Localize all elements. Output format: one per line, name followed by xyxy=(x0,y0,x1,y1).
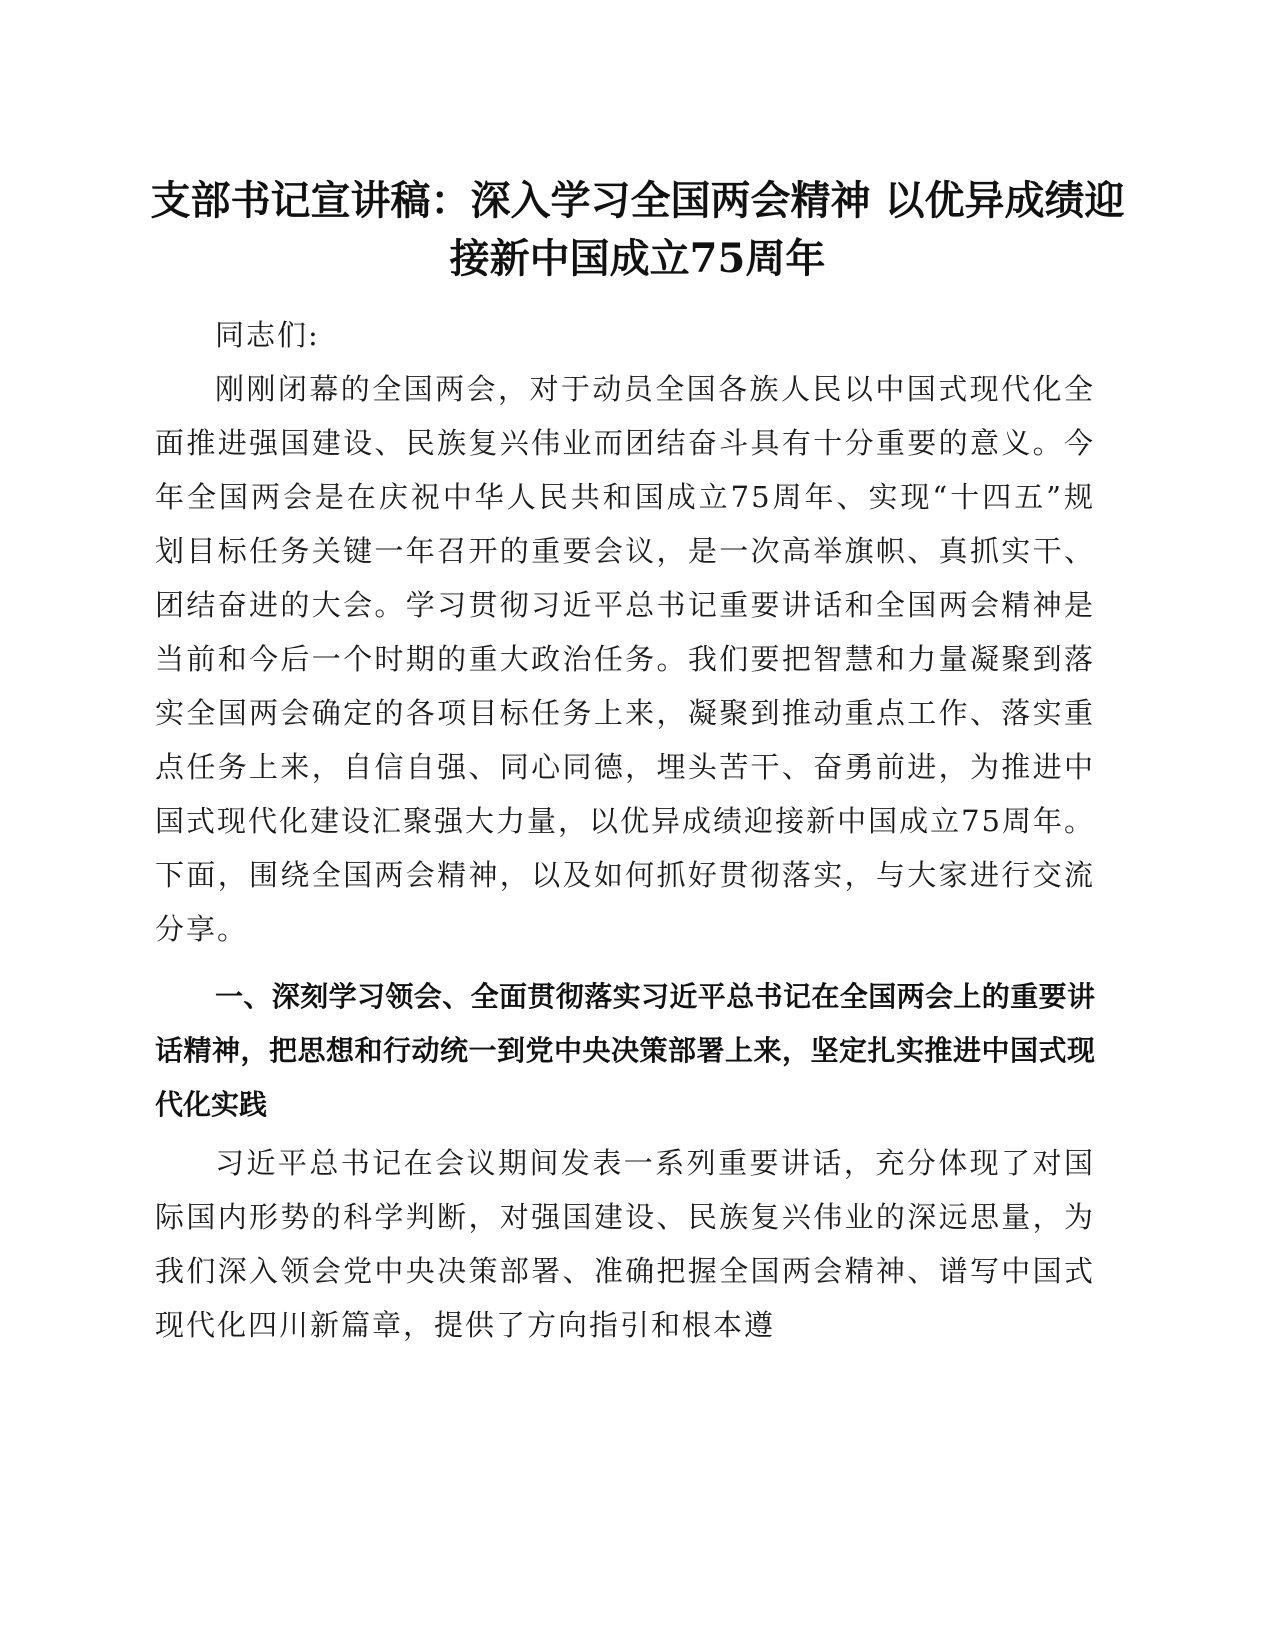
salutation: 同志们: xyxy=(215,318,320,352)
document-title: 支部书记宣讲稿：深入学习全国两会精神 以优异成绩迎接新中国成立75周年 xyxy=(150,177,1125,282)
paragraph-intro: 刚刚闭幕的全国两会，对于动员全国各族人民以中国式现代化全面推进强国建设、民族复兴伟业而团结奋斗具有十分重要的意义。今年全国两会是在庆祝中华人民共和国成立75周年、实现“十四五”规划目标任务关键一年召开的重要会议，是一次高举旗帜、真抓实干、团结奋进的大会。学习贯彻习近平总书记重要讲话和全国两会精神是当前和今后一个时期的重大政治任务。我们要把智慧和力量凝聚到落实全国两会确定的各项目标任务上来，凝聚到推动重点工作、落实重点任务上来，自信自强、同心同德，埋头苦干、奋勇前进，为推进中国式现代化建设汇聚强大力量，以优异成绩迎接新中国成立75周年。下面，围绕全国两会精神，以及如何抓好贯彻落实，与大家进行交流分享。 xyxy=(155,372,1095,946)
section-heading-1: 一、深刻学习领会、全面贯彻落实习近平总书记在全国两会上的重要讲话精神，把思想和行动统一到党中央决策部署上来，坚定扎实推进中国式现代化实践 xyxy=(155,980,1095,1121)
paragraph-section-1: 习近平总书记在会议期间发表一系列重要讲话，充分体现了对国际国内形势的科学判断，对强国建设、民族复兴伟业的深远思量，为我们深入领会党中央决策部署、准确把握全国两会精神、谱写中国式现代化四川新篇章，提供了方向指引和根本遵 xyxy=(155,1146,1095,1342)
